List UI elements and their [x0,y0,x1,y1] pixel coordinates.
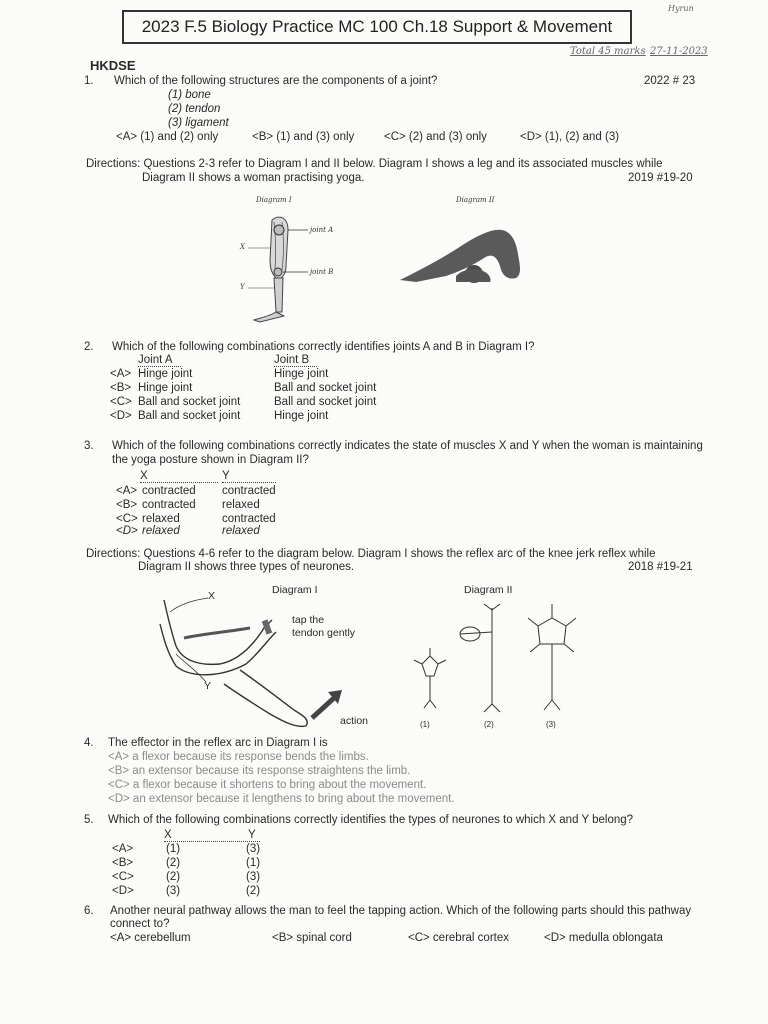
q2-option-c-joint-b: Ball and socket joint [274,396,377,408]
q4-stem: The effector in the reflex arc in Diagram I is [108,737,328,749]
q3-option-b-y: relaxed [222,499,260,511]
q5-option-a-label: <A> [112,843,134,855]
directions-1-reference: 2019 #19-20 [628,172,693,184]
neurone-2-label: (2) [484,720,494,729]
q1-option-d: <D> (1), (2) and (3) [520,131,620,143]
action-label: action [340,715,369,727]
q3-stem-line-2: the yoga posture shown in Diagram II? [112,454,309,466]
yoga-diagram-title: Diagram II [456,196,495,204]
yoga-pose-illustration [396,214,546,294]
q3-option-d-y: relaxed [222,525,260,537]
reflex-diagram-title: Diagram I [272,584,318,596]
leg-diagram-title: Diagram I [256,196,292,204]
q1-option-a: <A> (1) and (2) only [116,131,219,143]
joint-a-label: joint A [310,226,334,234]
q4-option-a: <A> a flexor because its response bends the limbs. [108,751,369,763]
muscle-x-label: X [240,243,245,251]
q1-option-c: <C> (2) and (3) only [384,131,487,143]
q2-col-joint-a: Joint A [138,354,181,367]
q5-option-a-x: (1) [166,843,181,855]
directions-2-line-1: Directions: Questions 4-6 refer to the diagram below. Diagram I shows the reflex arc of the knee jerk reflex while [86,548,656,560]
q5-option-d-x: (3) [166,885,181,897]
directions-2-line-2: Diagram II shows three types of neurones. [138,561,355,573]
q5-col-y: Y [248,829,256,841]
q2-number: 2. [84,341,94,353]
section-heading: HKDSE [90,58,136,73]
reflex-x-label: X [208,590,216,602]
q1-item-1: (1) bone [168,89,211,101]
q4-option-b: <B> an extensor because its response straightens the limb. [108,765,411,777]
q3-option-a-y: contracted [222,485,276,497]
q6-stem-line-1: Another neural pathway allows the man to feel the tapping action. Which of the following parts should this pathway [110,905,692,917]
q1-option-b: <B> (1) and (3) only [252,131,355,143]
q5-option-c-x: (2) [166,871,181,883]
q1-reference: 2022 # 23 [644,75,696,87]
q6-option-d: <D> medulla oblongata [544,932,663,944]
q6-option-c: <C> cerebral cortex [408,932,509,944]
q3-option-b-label: <B> [116,499,138,511]
q5-option-d-y: (2) [246,885,261,897]
q2-option-c-label: <C> [110,396,132,408]
q5-option-a-y: (3) [246,843,261,855]
q2-option-c-joint-a: Ball and socket joint [138,396,241,408]
q5-option-b-label: <B> [112,857,134,869]
directions-2-reference: 2018 #19-21 [628,561,693,573]
q3-option-c-label: <C> [116,513,138,525]
date-label: 27-11-2023 [650,46,708,57]
q3-col-y: Y [222,470,230,482]
q3-stem-line-1: Which of the following combinations correctly indicates the state of muscles X and Y when the woman is maintaining [112,440,703,452]
q1-item-3: (3) ligament [168,117,229,129]
q2-option-a-joint-b: Hinge joint [274,368,329,380]
directions-1-line-1: Directions: Questions 2-3 refer to Diagram I and II below. Diagram I shows a leg and its associated muscles while [86,158,663,170]
q2-col-joint-b: Joint B [274,354,317,367]
q3-option-d-x: relaxed [142,525,180,537]
q5-stem: Which of the following combinations correctly identifies the types of neurones to which X and Y belong? [108,814,634,826]
q2-option-b-label: <B> [110,382,132,394]
q3-col-x: X [140,470,148,482]
q2-stem: Which of the following combinations correctly identifies joints A and B in Diagram I? [112,341,535,353]
q3-number: 3. [84,440,94,452]
three-neurone-types-diagram [396,596,596,718]
q6-number: 6. [84,905,94,917]
q5-number: 5. [84,814,94,826]
q1-number: 1. [84,75,94,87]
q5-option-b-x: (2) [166,857,181,869]
q3-option-a-label: <A> [116,485,138,497]
tap-label-line-1: tap the [292,614,325,626]
title-box [122,10,632,44]
corner-note: Hyrun [668,4,694,13]
total-marks: Total 45 marks [570,46,646,57]
q6-stem-line-2: connect to? [110,918,170,930]
tap-label-line-2: tendon gently [292,627,356,639]
q1-stem: Which of the following structures are the components of a joint? [114,75,438,87]
q5-col-x: X [164,829,172,841]
q3-option-d-label: <D> [116,525,138,537]
q5-option-c-label: <C> [112,871,134,883]
joint-b-label: joint B [310,268,334,276]
page-title: 2023 F.5 Biology Practice MC 100 Ch.18 Support & Movement [141,17,613,36]
q2-option-a-joint-a: Hinge joint [138,368,193,380]
neurone-1-label: (1) [420,720,430,729]
q2-option-b-joint-b: Ball and socket joint [274,382,377,394]
q1-item-2: (2) tendon [168,103,221,115]
muscle-y-label: Y [240,283,245,291]
neurone-3-label: (3) [546,720,556,729]
q3-option-c-y: contracted [222,513,276,525]
neurone-diagram-title: Diagram II [464,584,513,596]
q3-option-b-x: contracted [142,499,196,511]
reflex-y-label: Y [204,680,212,692]
q5-option-b-y: (1) [246,857,261,869]
q4-option-d: <D> an extensor because it lengthens to bring about the movement. [108,793,455,805]
q5-option-d-label: <D> [112,885,134,897]
directions-1-line-2: Diagram II shows a woman practising yoga. [142,172,365,184]
q2-option-a-label: <A> [110,368,132,380]
q3-option-a-x: contracted [142,485,196,497]
q6-option-b: <B> spinal cord [272,932,352,944]
q4-option-c: <C> a flexor because it shortens to bring about the movement. [108,779,427,791]
q2-option-d-joint-a: Ball and socket joint [138,410,241,422]
q2-option-d-label: <D> [110,410,132,422]
q2-option-b-joint-a: Hinge joint [138,382,193,394]
q5-option-c-y: (3) [246,871,261,883]
q6-option-a: <A> cerebellum [110,932,191,944]
q2-option-d-joint-b: Hinge joint [274,410,329,422]
q3-option-c-x: relaxed [142,513,180,525]
q4-number: 4. [84,737,94,749]
